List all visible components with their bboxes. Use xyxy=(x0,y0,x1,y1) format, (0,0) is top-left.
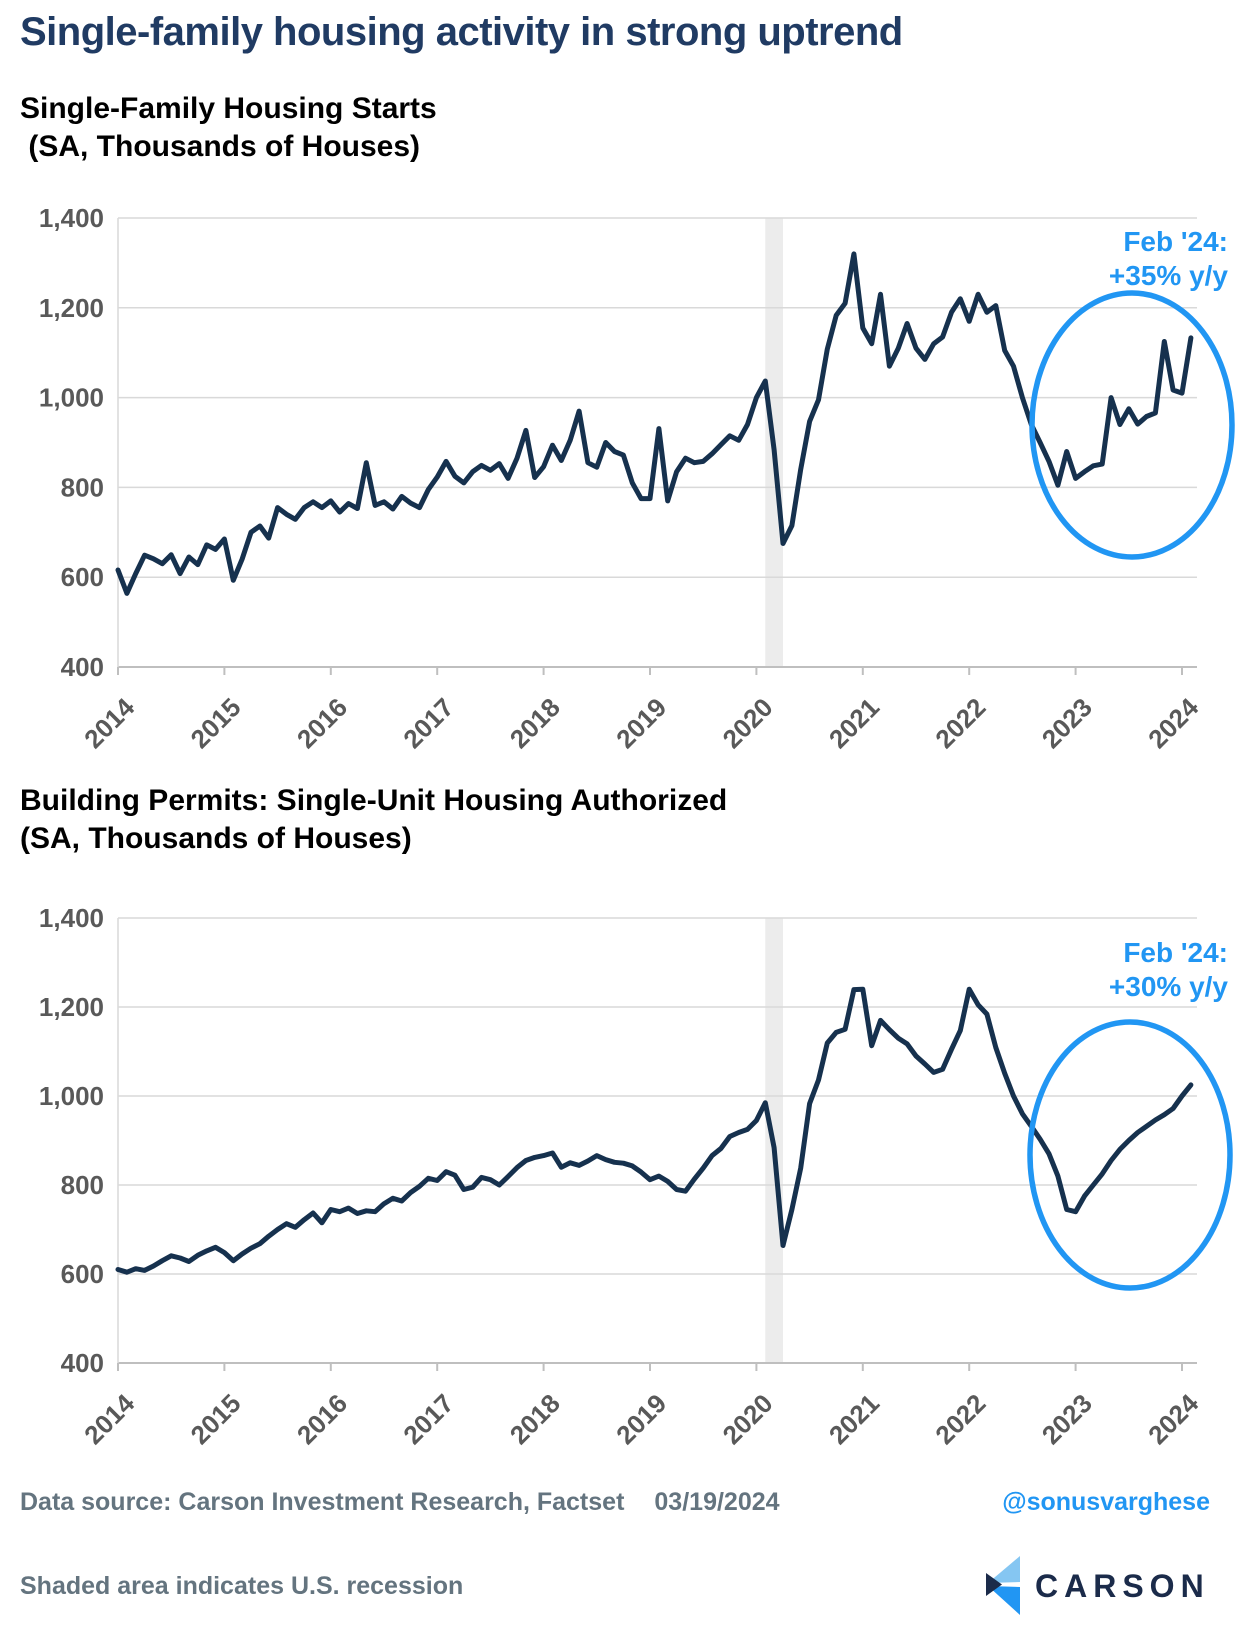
x-tick-label: 2023 xyxy=(1035,1388,1098,1450)
x-tick-label: 2017 xyxy=(397,1388,460,1450)
data-source-text: Data source: Carson Investment Research, Factset xyxy=(20,1488,625,1516)
twitter-handle: @sonusvarghese xyxy=(1002,1488,1210,1516)
annotation-line-1: Feb '24: xyxy=(1123,226,1228,257)
data-source-date: 03/19/2024 xyxy=(654,1488,780,1516)
building-permits-line-chart xyxy=(0,885,1252,1450)
y-tick-label: 1,000 xyxy=(38,1081,104,1111)
chart1-subtitle: (SA, Thousands of Houses) xyxy=(20,130,421,163)
x-tick-label: 2024 xyxy=(1142,692,1205,755)
x-tick-label: 2014 xyxy=(78,1388,141,1450)
y-tick-label: 800 xyxy=(60,472,104,503)
carson-logo xyxy=(986,1556,1210,1616)
feb24-annotation xyxy=(1109,226,1229,291)
feb24-annotation xyxy=(1109,937,1229,1002)
x-tick-label: 2018 xyxy=(503,1388,566,1450)
x-axis-labels xyxy=(78,1363,1204,1450)
y-tick-label: 1,400 xyxy=(38,903,104,933)
x-tick-label: 2022 xyxy=(929,692,992,755)
x-tick-label: 2015 xyxy=(184,692,247,755)
x-tick-label: 2017 xyxy=(397,692,460,755)
x-tick-label: 2016 xyxy=(290,1388,354,1450)
page-title: Single-family housing activity in strong uptrend xyxy=(20,10,903,54)
x-tick-label: 2014 xyxy=(78,692,141,755)
chart1-title: Single-Family Housing Starts xyxy=(20,92,437,125)
y-tick-label: 400 xyxy=(60,652,104,682)
chart2-subtitle: (SA, Thousands of Houses) xyxy=(20,822,412,855)
y-tick-label: 1,200 xyxy=(38,992,104,1022)
x-tick-label: 2019 xyxy=(610,692,673,755)
recession-note: Shaded area indicates U.S. recession xyxy=(20,1572,464,1600)
y-tick-label: 1,400 xyxy=(38,203,104,233)
chart2-heading xyxy=(20,782,727,858)
carson-logo-text: CARSON xyxy=(1035,1567,1210,1604)
y-tick-label: 600 xyxy=(60,1259,104,1289)
y-tick-label: 800 xyxy=(60,1170,104,1200)
y-tick-label: 1,000 xyxy=(38,382,104,413)
highlight-circle xyxy=(1032,293,1232,557)
annotation-line-1: Feb '24: xyxy=(1123,937,1228,968)
x-tick-label: 2015 xyxy=(184,1388,247,1450)
x-tick-label: 2024 xyxy=(1142,1388,1205,1450)
highlight-circle xyxy=(1030,1022,1230,1288)
y-axis-labels xyxy=(39,203,104,682)
footer-source-line xyxy=(20,1488,1210,1517)
x-tick-label: 2021 xyxy=(822,1388,886,1450)
chart1-heading xyxy=(20,90,437,166)
x-tick-label: 2019 xyxy=(610,1388,673,1450)
x-tick-label: 2016 xyxy=(290,692,354,755)
housing-starts-line-chart xyxy=(0,185,1252,765)
annotation-line-2: +30% y/y xyxy=(1108,971,1228,1002)
y-tick-label: 600 xyxy=(60,562,104,593)
annotation-line-2: +35% y/y xyxy=(1108,260,1228,291)
y-tick-label: 1,200 xyxy=(38,292,104,323)
y-axis-labels xyxy=(39,903,104,1378)
x-tick-label: 2021 xyxy=(822,692,886,755)
gridlines xyxy=(118,918,1197,1363)
x-tick-label: 2018 xyxy=(503,692,566,755)
x-axis-labels xyxy=(78,667,1204,754)
chart2-title: Building Permits: Single-Unit Housing Authorized xyxy=(20,784,728,817)
x-tick-label: 2022 xyxy=(929,1388,992,1450)
x-tick-label: 2020 xyxy=(716,692,779,755)
carson-logo-icon xyxy=(986,1556,1020,1616)
x-tick-label: 2023 xyxy=(1035,692,1098,755)
x-tick-label: 2020 xyxy=(716,1388,779,1450)
y-tick-label: 400 xyxy=(60,1348,104,1378)
